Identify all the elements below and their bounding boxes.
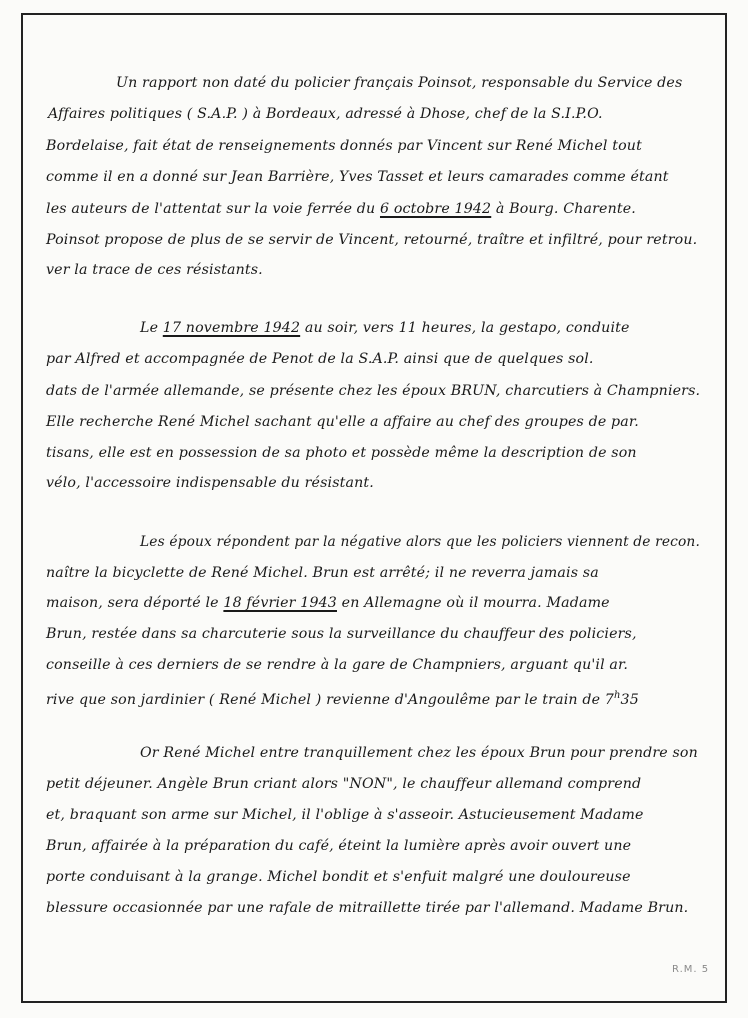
p3-line-2: naître la bicyclette de René Michel. Brun est arrêté; il ne reverra jamais sa bbox=[46, 565, 599, 581]
p2-line-5: tisans, elle est en possession de sa photo et possède même la description de son bbox=[46, 445, 637, 461]
p1-line-6: Poinsot propose de plus de se servir de Vincent, retourné, traître et infiltré, pour retrou. bbox=[46, 232, 698, 248]
p3-line-3: maison, sera déporté le 18 février 1943 en Allemagne où il mourra. Madame bbox=[46, 595, 610, 611]
p4-line-3: et, braquant son arme sur Michel, il l'oblige à s'asseoir. Astucieusement Madame bbox=[46, 807, 644, 823]
p3-line-4: Brun, restée dans sa charcuterie sous la surveillance du chauffeur des policiers, bbox=[46, 626, 637, 642]
p1-line-3: Bordelaise, fait état de renseignements donnés par Vincent sur René Michel tout bbox=[46, 138, 642, 154]
p2-line-3: dats de l'armée allemande, se présente chez les époux BRUN, charcutiers à Champniers. bbox=[46, 383, 701, 399]
p1-line-5: les auteurs de l'attentat sur la voie ferrée du 6 octobre 1942 à Bourg. Charente. bbox=[46, 201, 636, 217]
p3-line-5: conseille à ces derniers de se rendre à la gare de Champniers, arguant qu'il ar. bbox=[46, 657, 629, 673]
p1-line-4: comme il en a donné sur Jean Barrière, Yves Tasset et leurs camarades comme étant bbox=[46, 169, 669, 185]
date-underlined: 17 novembre 1942 bbox=[162, 320, 301, 336]
p4-line-1: Or René Michel entre tranquillement chez les époux Brun pour prendre son bbox=[140, 745, 698, 761]
p2-line-4: Elle recherche René Michel sachant qu'elle a affaire au chef des groupes de par. bbox=[46, 414, 639, 430]
p3-line-6: rive que son jardinier ( René Michel ) revienne d'Angoulême par le train de 7$^h$35 bbox=[46, 690, 639, 708]
p2-line-6: vélo, l'accessoire indispensable du résistant. bbox=[46, 475, 374, 491]
p4-line-6: blessure occasionnée par une rafale de mitraillette tirée par l'allemand. Madame Brun. bbox=[46, 900, 689, 916]
p1-line-2: Affaires politiques ( S.A.P. ) à Bordeaux, adressé à Dhose, chef de la S.I.P.O. bbox=[48, 106, 603, 122]
p2-line-2: par Alfred et accompagnée de Penot de la S.A.P. ainsi que de quelques sol. bbox=[46, 351, 594, 367]
p3-line-1: Les époux répondent par la négative alors que les policiers viennent de recon. bbox=[140, 534, 700, 550]
p4-line-5: porte conduisant à la grange. Michel bondit et s'enfuit malgré une douloureuse bbox=[46, 869, 631, 885]
page-reference: R.M. 5 bbox=[672, 964, 710, 975]
p4-line-4: Brun, affairée à la préparation du café, éteint la lumière après avoir ouvert une bbox=[46, 838, 632, 854]
p2-line-1: Le 17 novembre 1942 au soir, vers 11 heures, la gestapo, conduite bbox=[140, 320, 630, 336]
date-underlined: 6 octobre 1942 bbox=[379, 201, 492, 217]
date-underlined: 18 février 1943 bbox=[223, 595, 337, 611]
p1-line-7: ver la trace de ces résistants. bbox=[46, 262, 263, 278]
p1-line-1: Un rapport non daté du policier français Poinsot, responsable du Service des bbox=[116, 75, 683, 91]
p4-line-2: petit déjeuner. Angèle Brun criant alors "NON", le chauffeur allemand comprend bbox=[46, 776, 642, 792]
